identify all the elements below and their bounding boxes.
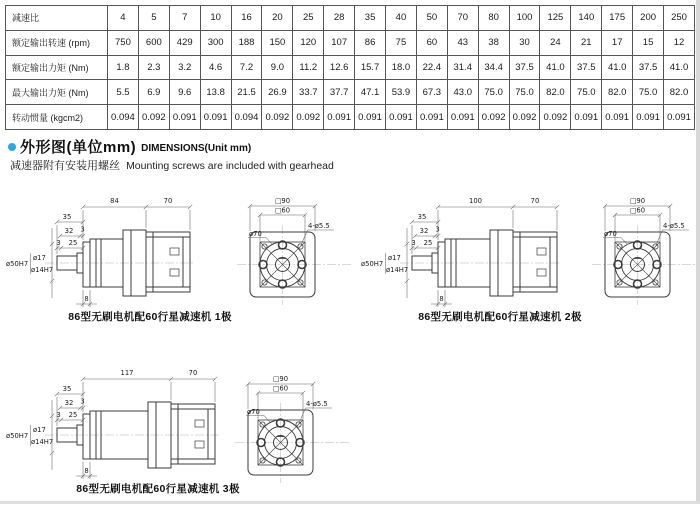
- dim-3-label: 3: [411, 239, 416, 247]
- table-cell: 41.0: [540, 55, 571, 80]
- table-cell: 0.092: [262, 105, 293, 130]
- dim-mounting-holes-label: 4-ø5.5: [306, 400, 328, 408]
- dim-3-label: 3: [56, 411, 61, 419]
- table-cell: 9.0: [262, 55, 293, 80]
- table-cell: 100: [509, 6, 540, 31]
- table-cell: 82.0: [540, 80, 571, 105]
- side-view-drawing: [360, 190, 564, 348]
- dim-pilot-diameter-label: ø50H7: [361, 260, 384, 268]
- dim-pilot-diameter-label: ø50H7: [6, 432, 29, 440]
- table-cell: 250: [664, 6, 695, 31]
- dim-bore-diameter-label: ø14H7: [31, 438, 54, 446]
- table-cell: 75.0: [509, 80, 540, 105]
- table-cell: 188: [231, 30, 262, 55]
- dim-motor-length-label: 70: [163, 197, 173, 205]
- flange-face-outline: [250, 232, 315, 297]
- table-cell: 86: [355, 30, 386, 55]
- table-cell: 10: [200, 6, 231, 31]
- table-cell: 75.0: [478, 80, 509, 105]
- table-cell: 6.9: [138, 80, 169, 105]
- table-cell: 67.3: [416, 80, 447, 105]
- dim-25-label: 25: [68, 411, 78, 419]
- table-cell: 11.2: [293, 55, 324, 80]
- table-cell: 82.0: [602, 80, 633, 105]
- section-subtitle: [10, 157, 334, 173]
- section-title-cn: 外形图(单位mm): [20, 139, 137, 156]
- dim-gearbox-length-label: 100: [469, 197, 482, 205]
- table-cell: 22.4: [416, 55, 447, 80]
- table-cell: 9.6: [169, 80, 200, 105]
- table-cell: 150: [262, 30, 293, 55]
- table-cell: 12: [664, 30, 695, 55]
- dim-mounting-holes-label: 4-ø5.5: [663, 222, 685, 230]
- dim-outer-square-label: □90: [272, 375, 289, 383]
- dim-mounting-holes-label: 4-ø5.5: [308, 222, 330, 230]
- table-cell: 3.2: [169, 55, 200, 80]
- table-cell: 2.3: [138, 55, 169, 80]
- table-cell: 47.1: [355, 80, 386, 105]
- table-cell: 15: [633, 30, 664, 55]
- table-cell: 0.091: [571, 105, 602, 130]
- table-cell: 82.0: [664, 80, 695, 105]
- dim-3-label: 3: [80, 225, 85, 234]
- section-subtitle-cn: 减速器附有安装用螺丝: [10, 160, 120, 172]
- side-view-2-stage: [360, 190, 564, 353]
- table-cell: 4.6: [200, 55, 231, 80]
- table-cell: 0.091: [200, 105, 231, 130]
- dim-3-label: 3: [435, 225, 440, 234]
- dim-outer-square-label: □90: [629, 197, 646, 205]
- dim-pilot-circle-label: ø70: [247, 408, 260, 416]
- spec-table: [5, 5, 695, 130]
- table-cell: 0.091: [447, 105, 478, 130]
- table-cell: 0.091: [324, 105, 355, 130]
- dim-8-label: 8: [84, 295, 89, 303]
- table-cell: 41.0: [602, 55, 633, 80]
- table-cell: 17: [602, 30, 633, 55]
- table-cell: 37.5: [509, 55, 540, 80]
- dim-8-label: 8: [84, 467, 89, 475]
- table-cell: 12.6: [324, 55, 355, 80]
- table-row: [6, 6, 695, 31]
- table-cell: 0.092: [509, 105, 540, 130]
- table-cell: 7: [169, 6, 200, 31]
- side-view-1-stage: [5, 190, 197, 353]
- table-cell: 4: [108, 6, 139, 31]
- table-cell: 0.091: [355, 105, 386, 130]
- table-cell: 0.094: [108, 105, 139, 130]
- table-cell: 20: [262, 6, 293, 31]
- dim-25-label: 25: [423, 239, 433, 247]
- dim-inner-square-label: □60: [272, 384, 289, 393]
- dimension-lines: [6, 197, 192, 307]
- table-cell: 1.8: [108, 55, 139, 80]
- table-cell: 18.0: [386, 55, 417, 80]
- dim-shaft-diameter-label: ø17: [33, 254, 46, 262]
- drawing-caption-3: 86型无刷电机配60行星减速机 3极: [76, 483, 240, 495]
- dimension-lines: [361, 197, 559, 307]
- table-cell: 75.0: [633, 80, 664, 105]
- table-cell: 31.4: [447, 55, 478, 80]
- table-cell: 0.091: [664, 105, 695, 130]
- table-cell: 70: [447, 6, 478, 31]
- table-cell: 175: [602, 6, 633, 31]
- table-cell: 0.091: [386, 105, 417, 130]
- dim-pilot-diameter-label: ø50H7: [6, 260, 29, 268]
- table-cell: 200: [633, 6, 664, 31]
- dim-inner-square-label: □60: [629, 206, 646, 215]
- table-cell: 0.092: [293, 105, 324, 130]
- table-row: [6, 105, 695, 130]
- table-cell: 80: [478, 6, 509, 31]
- table-cell: 34.4: [478, 55, 509, 80]
- dim-shaft-diameter-label: ø17: [388, 254, 401, 262]
- table-cell: 429: [169, 30, 200, 55]
- table-cell: 37.5: [571, 55, 602, 80]
- table-row-label: 转动惯量 (kgcm2): [6, 105, 108, 130]
- spec-table-body: [6, 6, 695, 130]
- table-cell: 75: [386, 30, 417, 55]
- section-subtitle-en: Mounting screws are included with gearhead: [126, 160, 334, 172]
- table-cell: 0.094: [231, 105, 262, 130]
- table-cell: 21.5: [231, 80, 262, 105]
- front-view-3-stage: [233, 370, 353, 520]
- table-row-label: 额定输出力矩 (Nm): [6, 55, 108, 80]
- table-cell: 750: [108, 30, 139, 55]
- table-cell: 37.7: [324, 80, 355, 105]
- table-cell: 0.091: [416, 105, 447, 130]
- dim-motor-length-label: 70: [188, 369, 198, 377]
- table-cell: 0.091: [602, 105, 633, 130]
- table-cell: 35: [355, 6, 386, 31]
- dim-32-label: 32: [64, 227, 74, 235]
- drawing-caption-1: 86型无刷电机配60行星减速机 1极: [68, 311, 232, 323]
- side-view-drawing: [5, 190, 197, 348]
- table-cell: 30: [509, 30, 540, 55]
- table-cell: 0.092: [478, 105, 509, 130]
- dim-bore-diameter-label: ø14H7: [386, 266, 409, 274]
- drawing-caption-2: 86型无刷电机配60行星减速机 2极: [418, 311, 582, 323]
- table-cell: 60: [416, 30, 447, 55]
- dim-32-label: 32: [419, 227, 429, 235]
- table-cell: 0.092: [138, 105, 169, 130]
- table-cell: 21: [571, 30, 602, 55]
- dim-shaft-diameter-label: ø17: [33, 426, 46, 434]
- side-view-drawing: [5, 362, 222, 520]
- dim-32-label: 32: [64, 399, 74, 407]
- table-cell: 50: [416, 6, 447, 31]
- table-cell: 33.7: [293, 80, 324, 105]
- table-cell: 0.091: [169, 105, 200, 130]
- dim-35-label: 35: [62, 213, 72, 221]
- page-edge-right: [696, 0, 700, 504]
- table-cell: 24: [540, 30, 571, 55]
- table-cell: 43.0: [447, 80, 478, 105]
- dim-8-label: 8: [439, 295, 444, 303]
- table-cell: 25: [293, 6, 324, 31]
- dim-pilot-circle-label: ø70: [249, 230, 262, 238]
- dim-motor-length-label: 70: [530, 197, 540, 205]
- table-row-label: 最大输出力矩 (Nm): [6, 80, 108, 105]
- dim-gearbox-length-label: 84: [110, 197, 119, 205]
- table-cell: 75.0: [571, 80, 602, 105]
- table-cell: 37.5: [633, 55, 664, 80]
- dim-3-label: 3: [56, 239, 61, 247]
- table-cell: 38: [478, 30, 509, 55]
- dim-25-label: 25: [68, 239, 78, 247]
- table-cell: 107: [324, 30, 355, 55]
- table-cell: 43: [447, 30, 478, 55]
- table-row: [6, 80, 695, 105]
- table-cell: 0.091: [633, 105, 664, 130]
- dim-outer-square-label: □90: [274, 197, 291, 205]
- table-cell: 5: [138, 6, 169, 31]
- table-cell: 5.5: [108, 80, 139, 105]
- table-cell: 41.0: [664, 55, 695, 80]
- table-cell: 600: [138, 30, 169, 55]
- table-cell: 40: [386, 6, 417, 31]
- table-cell: 120: [293, 30, 324, 55]
- dim-gearbox-length-label: 117: [120, 369, 134, 377]
- table-cell: 16: [231, 6, 262, 31]
- table-cell: 15.7: [355, 55, 386, 80]
- table-row-label: 减速比: [6, 6, 108, 31]
- flange-face-outline: [605, 232, 670, 297]
- dimensions-section-header: [8, 136, 251, 157]
- table-row: [6, 55, 695, 80]
- dim-bore-diameter-label: ø14H7: [31, 266, 54, 274]
- front-view-drawing: [235, 192, 355, 337]
- bullet-icon: [8, 143, 16, 151]
- dim-inner-square-label: □60: [274, 206, 291, 215]
- table-cell: 125: [540, 6, 571, 31]
- table-row-label: 额定输出转速 (rpm): [6, 30, 108, 55]
- table-cell: 28: [324, 6, 355, 31]
- table-cell: 7.2: [231, 55, 262, 80]
- dim-35-label: 35: [62, 385, 72, 393]
- front-view-2-stage: [590, 192, 700, 342]
- dim-3-label: 3: [80, 397, 85, 406]
- table-cell: 300: [200, 30, 231, 55]
- flange-face-outline: [248, 410, 313, 475]
- table-cell: 140: [571, 6, 602, 31]
- dim-35-label: 35: [417, 213, 427, 221]
- section-title-en: DIMENSIONS(Unit mm): [141, 142, 252, 154]
- table-cell: 0.092: [540, 105, 571, 130]
- table-cell: 53.9: [386, 80, 417, 105]
- dim-pilot-circle-label: ø70: [604, 230, 617, 238]
- table-cell: 26.9: [262, 80, 293, 105]
- table-row: [6, 30, 695, 55]
- dimension-lines: [6, 369, 217, 479]
- table-cell: 13.8: [200, 80, 231, 105]
- front-view-1-stage: [235, 192, 355, 342]
- front-view-drawing: [590, 192, 700, 337]
